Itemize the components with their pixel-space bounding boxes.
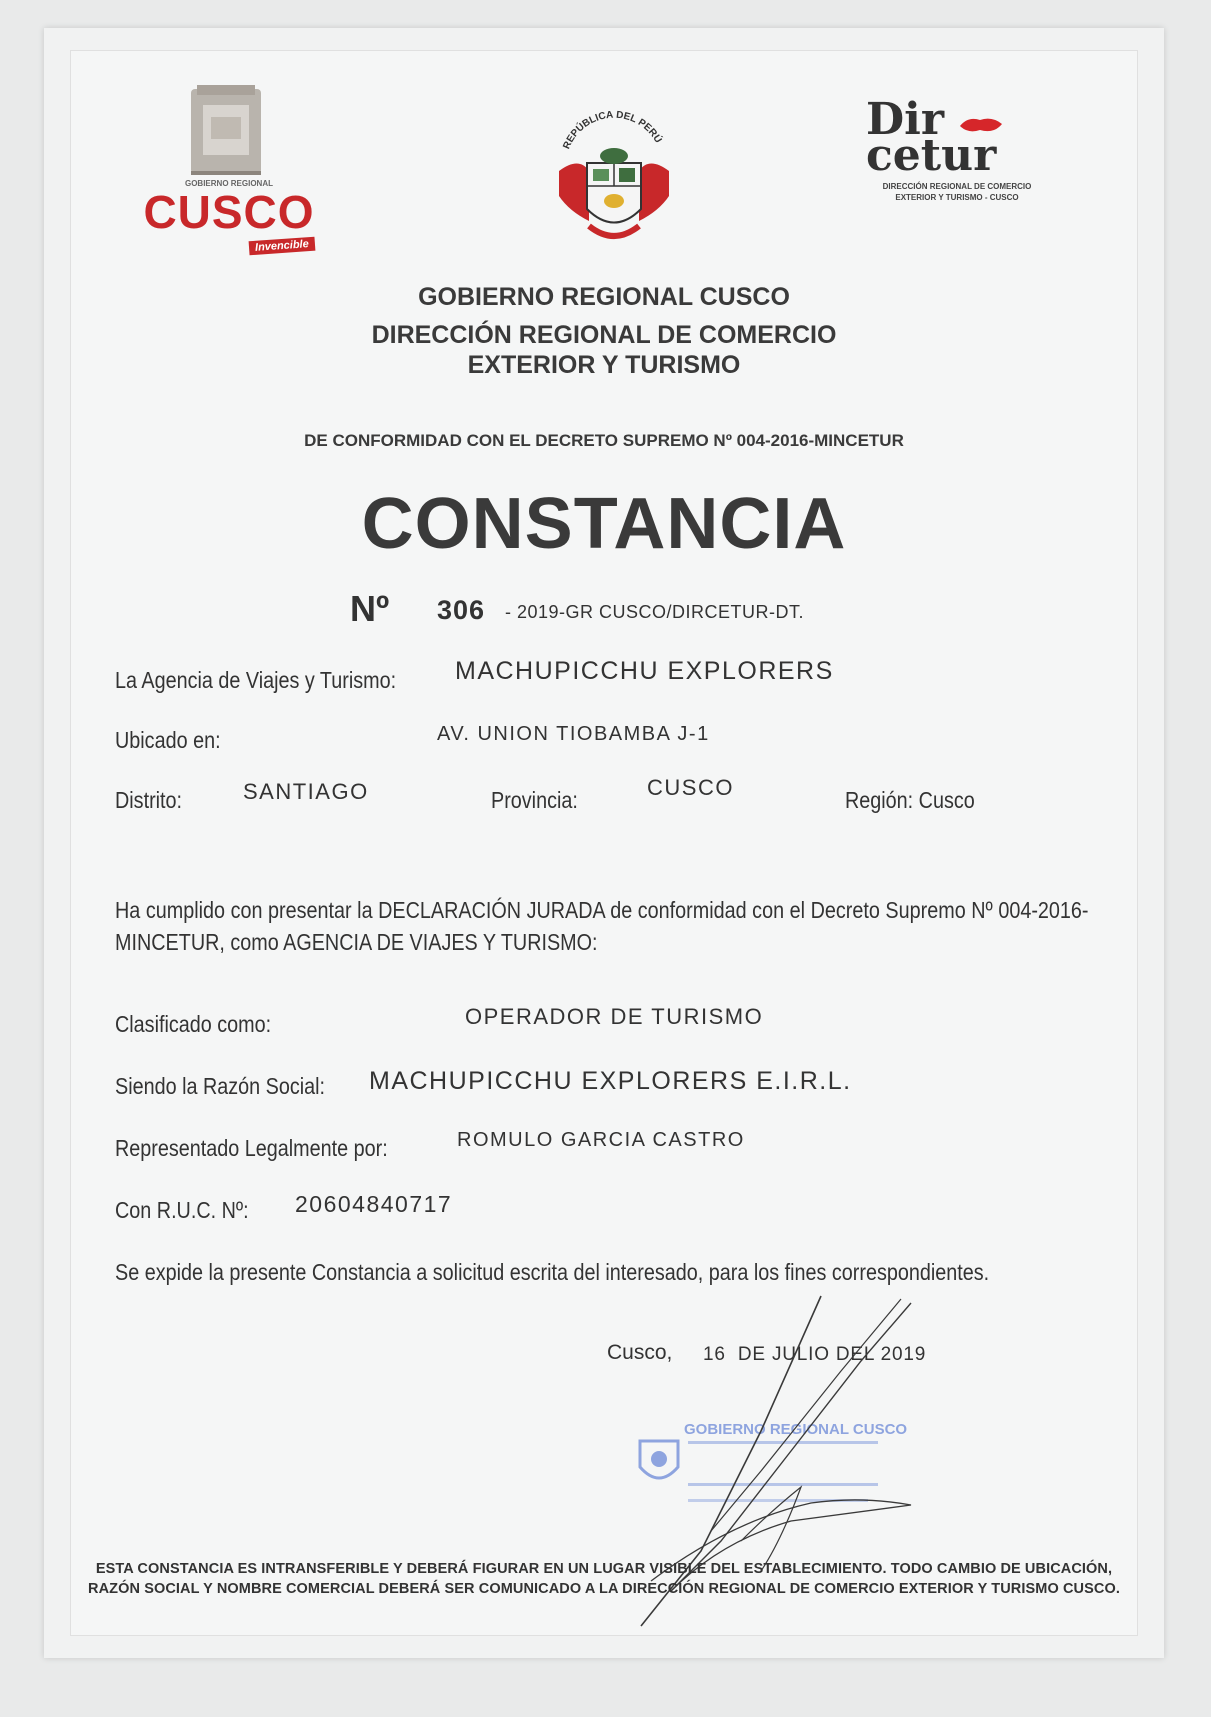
closing-statement: Se expide la presente Constancia a solicitud escrita del interesado, para los fines correspondientes. (115, 1259, 990, 1285)
province-value: CUSCO (647, 775, 734, 800)
peru-coat-of-arms-logo (549, 101, 679, 251)
agency-label: La Agencia de Viajes y Turismo: (115, 667, 397, 693)
header-line-1: GOBIERNO REGIONAL CUSCO (418, 283, 790, 311)
dircetur-sub1: DIRECCIÓN REGIONAL DE COMERCIO (882, 182, 1032, 191)
dircetur-logo (866, 94, 1066, 206)
classified-label: Clasificado como: (115, 1011, 272, 1037)
footer-notice-line-1: ESTA CONSTANCIA ES INTRANSFERIBLE Y DEBERÁ FIGURAR EN UN LUGAR VISIBLE DEL ESTABLECIMIENTO. TODO CAMBIO DE UBICACIÓN, (95, 1561, 1113, 1577)
stamp-text: GOBIERNO REGIONAL CUSCO (684, 1421, 908, 1438)
province-label: Provincia: (491, 787, 578, 813)
logo-tagline: Invencible (249, 237, 316, 256)
dircetur-line1: Dir (866, 94, 945, 145)
document-title: CONSTANCIA (361, 484, 847, 564)
issue-date: 16 DE JULIO DEL 2019 (703, 1344, 927, 1365)
header-line-3: EXTERIOR Y TURISMO (467, 351, 741, 379)
district-label: Distrito: (115, 787, 183, 813)
logo-cusco-text: CUSCO (143, 186, 315, 238)
document-sheet (44, 28, 1164, 1658)
gobierno-regional-cusco-logo (131, 81, 331, 261)
classified-value: OPERADOR DE TURISMO (465, 1004, 764, 1029)
region-label: Región: Cusco (845, 787, 975, 813)
certificate-frame (70, 50, 1138, 1636)
declaration-paragraph: Ha cumplido con presentar la DECLARACIÓN JURADA de conformidad con el Decreto Supremo Nº 004-2016-MINCETUR, como AGENCIA DE VIAJES Y TURISMO: (115, 897, 1089, 955)
ruc-value: 20604840717 (295, 1191, 453, 1217)
date-place: Cusco, (607, 1341, 673, 1364)
location-value: AV. UNION TIOBAMBA J-1 (437, 723, 710, 745)
footer-notice-line-2: RAZÓN SOCIAL Y NOMBRE COMERCIAL DEBERÁ SER COMUNICADO A LA DIRECCIÓN REGIONAL DE COMERCIO EXTERIOR Y TURISMO CUSCO. (88, 1581, 1120, 1597)
decree-reference: DE CONFORMIDAD CON EL DECRETO SUPREMO Nº 004-2016-MINCETUR (304, 431, 904, 450)
constancia-number: 306 (437, 595, 486, 625)
representative-value: ROMULO GARCIA CASTRO (457, 1129, 745, 1151)
number-suffix: - 2019-GR CUSCO/DIRCETUR-DT. (505, 602, 805, 622)
ruc-label: Con R.U.C. Nº: (115, 1197, 249, 1223)
logo-small-text: GOBIERNO REGIONAL (184, 179, 273, 188)
location-label: Ubicado en: (115, 727, 221, 753)
dircetur-line2: cetur (866, 130, 997, 181)
representative-label: Representado Legalmente por: (115, 1135, 388, 1161)
coat-of-arms-icon (549, 101, 679, 251)
company-value: MACHUPICCHU EXPLORERS E.I.R.L. (369, 1067, 852, 1095)
dircetur-sub2: EXTERIOR Y TURISMO - CUSCO (895, 193, 1019, 202)
district-value: SANTIAGO (243, 779, 369, 804)
number-prefix: Nº (350, 588, 390, 629)
header-line-2: DIRECCIÓN REGIONAL DE COMERCIO (371, 321, 837, 349)
company-label: Siendo la Razón Social: (115, 1073, 326, 1099)
svg-text:REPÚBLICA DEL PERÚ: REPÚBLICA DEL PERÚ (561, 109, 664, 151)
agency-value: MACHUPICCHU EXPLORERS (455, 657, 834, 685)
